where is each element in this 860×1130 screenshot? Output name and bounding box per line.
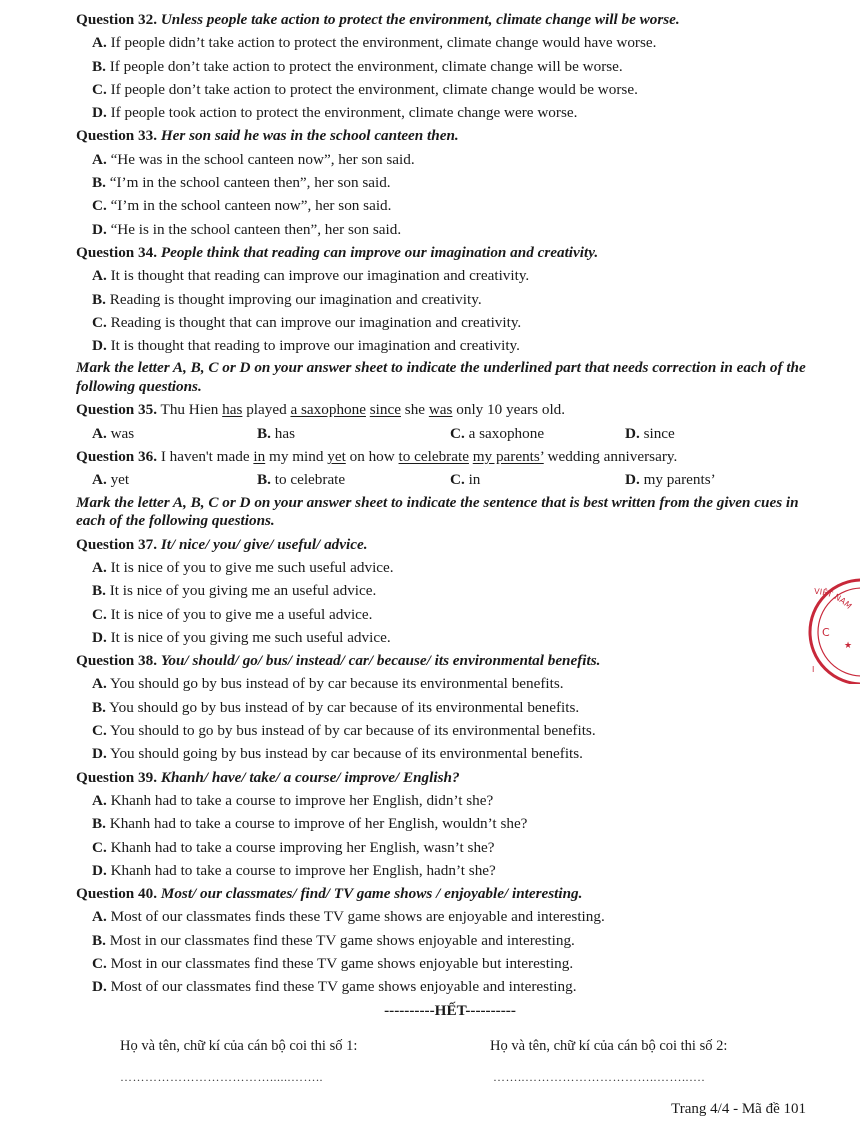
proctor-2-signature-label: Họ và tên, chữ kí của cán bộ coi thi số 2: <box>490 1038 728 1054</box>
question-32 <box>0 8 860 31</box>
question-35: Question 35. Thu Hien has played a saxophone since she was only 10 years old. <box>76 401 566 419</box>
underlined-part: has <box>222 401 243 419</box>
underlined-part: since <box>369 401 401 419</box>
option: A. yet <box>92 471 130 489</box>
option: D. since <box>625 424 675 442</box>
question-label: Question 36. <box>76 448 158 466</box>
question-label: Question 38. <box>76 652 158 670</box>
proctor-1-signature-line: ………………………………......…….. <box>120 1070 323 1084</box>
option: D. It is nice of you giving me such useful advice. <box>92 628 391 646</box>
section-instruction <box>0 357 860 398</box>
option: C. Most in our classmates find these TV game shows enjoyable but interesting. <box>92 954 574 972</box>
question-stem: It/ nice/ you/ give/ useful/ advice. <box>160 535 368 553</box>
option: A. “He was in the school canteen now”, her son said. <box>92 150 415 168</box>
option: C. You should to go by bus instead of by car because of its environmental benefits. <box>92 722 596 740</box>
option: B. Khanh had to take a course to improve of her English, wouldn’t she? <box>92 815 528 833</box>
underlined-part: in <box>253 448 266 466</box>
question-label: Question 32. <box>76 11 158 28</box>
option: D. Most of our classmates find these TV game shows enjoyable and interesting. <box>92 978 577 996</box>
question-label: Question 37. <box>76 535 158 553</box>
end-mark: ----------HẾT---------- <box>384 1001 516 1019</box>
question-label: Question 39. <box>76 768 158 786</box>
underlined-part: yet <box>327 448 346 466</box>
instruction-text: Mark the letter A, B, C or D on your answer sheet to indicate the sentence that is best written from the given cues in each of the following questions. <box>76 493 799 530</box>
question-label: Question 40. <box>76 885 158 903</box>
question-stem: Khanh/ have/ take/ a course/ improve/ English? <box>160 768 460 786</box>
option: D. If people took action to protect the environment, climate change were worse. <box>92 104 578 122</box>
proctor-1-signature-label: Họ và tên, chữ kí của cán bộ coi thi số 1: <box>120 1038 358 1054</box>
question-36: Question 36. I haven't made in my mind yet on how to celebrate my parents’ wedding anniversary. <box>76 448 678 466</box>
question-37 <box>0 533 860 556</box>
seal-stamp-icon <box>792 574 860 691</box>
option: C. a saxophone <box>450 424 545 442</box>
question-stem: Unless people take action to protect the environment, climate change will be worse. <box>160 11 680 28</box>
question-stem: People think that reading can improve our imagination and creativity. <box>160 243 599 261</box>
section-instruction <box>0 492 860 533</box>
stamp-mark-glyph: I <box>812 665 815 674</box>
option: A. Most of our classmates finds these TV game shows are enjoyable and interesting. <box>92 908 605 926</box>
question-stem: Her son said he was in the school canteen then. <box>160 127 459 145</box>
option: B. If people don’t take action to protect the environment, climate change will be worse. <box>92 57 623 75</box>
option: C. Reading is thought that can improve our imagination and creativity. <box>92 313 522 331</box>
stamp-arc-text: VIỆT NAM <box>813 586 854 611</box>
instruction-text: Mark the letter A, B, C or D on your answer sheet to indicate the underlined part that needs correction in each of the following questions. <box>76 359 806 395</box>
option: A. Khanh had to take a course to improve her English, didn’t she? <box>92 791 494 809</box>
option: B. It is nice of you giving me an useful advice. <box>92 582 377 600</box>
proctor-2-signature-line: ……..…………………………..……..…. <box>493 1070 705 1084</box>
seal-stamp-graphic <box>792 574 860 684</box>
underlined-part: to celebrate <box>398 448 469 466</box>
option: B. to celebrate <box>257 471 346 489</box>
question-39 <box>0 766 860 789</box>
option: A. If people didn’t take action to protect the environment, climate change would have worse. <box>92 34 657 52</box>
option-row <box>0 468 860 491</box>
option: D. “He is in the school canteen then”, her son said. <box>92 220 402 238</box>
option: C. “I’m in the school canteen now”, her son said. <box>92 197 392 215</box>
underlined-part: was <box>428 401 453 419</box>
option: B. You should go by bus instead of by car because of its environmental benefits. <box>92 698 580 716</box>
question-stem: You/ should/ go/ bus/ instead/ car/ because/ its environmental benefits. <box>160 652 601 670</box>
question-33 <box>0 124 860 147</box>
option-row <box>0 422 860 445</box>
question-38 <box>0 649 860 672</box>
option: B. Most in our classmates find these TV game shows enjoyable and interesting. <box>92 931 575 949</box>
option: C. Khanh had to take a course improving her English, wasn’t she? <box>92 838 495 856</box>
option: A. You should go by bus instead of by car because its environmental benefits. <box>92 675 564 693</box>
option: B. Reading is thought improving our imagination and creativity. <box>92 290 482 308</box>
option: B. has <box>257 424 295 442</box>
page-footer: Trang 4/4 - Mã đề 101 <box>671 1101 806 1117</box>
option: C. If people don’t take action to protect the environment, climate change would be worse. <box>92 80 638 98</box>
option: D. my parents’ <box>625 471 716 489</box>
option: D. You should going by bus instead by car because of its environmental benefits. <box>92 745 583 763</box>
option: B. “I’m in the school canteen then”, her son said. <box>92 174 391 192</box>
underlined-part: a saxophone <box>290 401 366 419</box>
option: A. It is nice of you to give me such useful advice. <box>92 558 394 576</box>
underlined-part: my parents’ <box>472 448 544 466</box>
exam-page <box>0 8 860 1022</box>
option: A. It is thought that reading can improve our imagination and creativity. <box>92 267 530 285</box>
option: D. Khanh had to take a course to improve her English, hadn’t she? <box>92 861 496 879</box>
option: C. in <box>450 471 481 489</box>
question-label: Question 33. <box>76 127 158 145</box>
question-40 <box>0 882 860 905</box>
option: D. It is thought that reading to improve our imagination and creativity. <box>92 337 520 355</box>
option: A. was <box>92 424 135 442</box>
question-label: Question 34. <box>76 243 158 261</box>
stamp-star-glyph: ★ <box>844 641 853 651</box>
stamp-mark-glyph: C <box>822 626 830 639</box>
option: C. It is nice of you to give me a useful advice. <box>92 605 373 623</box>
question-label: Question 35. <box>76 401 158 419</box>
question-stem: Most/ our classmates/ find/ TV game shows / enjoyable/ interesting. <box>160 885 583 903</box>
question-34 <box>0 241 860 264</box>
